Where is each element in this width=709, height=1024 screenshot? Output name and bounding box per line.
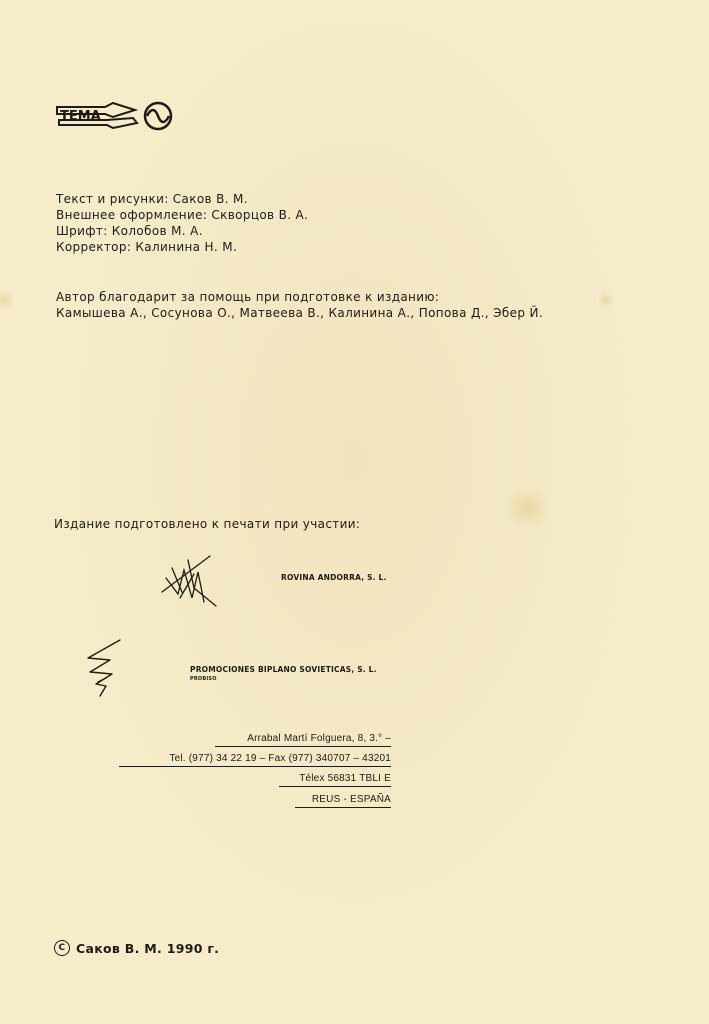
acknowledgement-line: Автор благодарит за помощь при подготовке к изданию: — [56, 290, 440, 304]
logo-text: ТЕМА — [60, 109, 101, 124]
copyright-line — [54, 940, 219, 956]
address-street: Arrabal Martí Folguera, 8, 3.° – — [215, 733, 391, 747]
credit-line: Шрифт: Колобов М. А. — [56, 224, 203, 238]
address-telex: Télex 56831 TBLI E — [279, 773, 391, 787]
acknowledgements-block — [56, 289, 543, 321]
tema-logo — [55, 98, 180, 134]
credit-line: Корректор: Калинина Н. М. — [56, 240, 238, 254]
prepared-with-text: Издание подготовлено к печати при участии: — [54, 517, 361, 531]
signature-2-icon — [82, 636, 126, 700]
company-rovina: ROVINA ANDORRA, S. L. — [281, 573, 387, 582]
company-biplano-short: PROBISO — [190, 676, 217, 682]
signature-1-icon — [158, 548, 220, 610]
acknowledgement-line: Камышева А., Сосунова О., Матвеева В., Калинина А., Попова Д., Эбер Й. — [56, 306, 543, 320]
credits-block — [56, 191, 308, 255]
address-city: REUS - ESPAÑA — [295, 794, 391, 808]
credit-line: Внешнее оформление: Скворцов В. А. — [56, 208, 309, 222]
copyright-text: Саков В. М. 1990 г. — [76, 940, 220, 956]
credit-line: Текст и рисунки: Саков В. М. — [56, 192, 248, 206]
company-biplano: PROMOCIONES BIPLANO SOVIETICAS, S. L. — [190, 665, 377, 674]
copyright-icon: C — [54, 940, 70, 956]
address-phone-fax: Tel. (977) 34 22 19 – Fax (977) 340707 – 43201 — [119, 753, 391, 767]
